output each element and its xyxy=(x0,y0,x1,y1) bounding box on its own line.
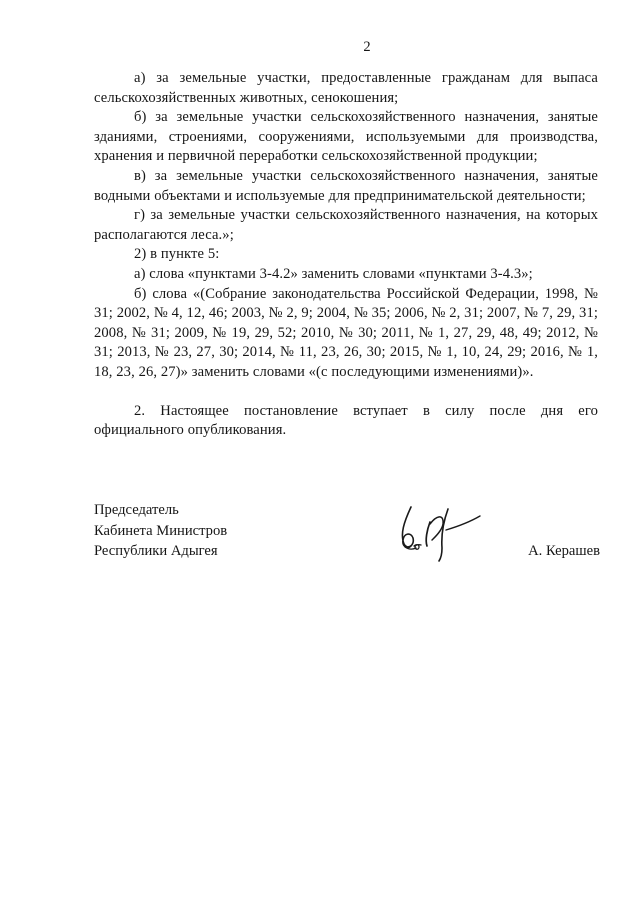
document-body xyxy=(94,69,598,441)
signer-title-line: Республики Адыгея xyxy=(94,543,218,559)
paragraph-point-5-heading: 2) в пункте 5: xyxy=(134,246,220,263)
signature-block xyxy=(94,500,600,570)
paragraph-item-g: г) за земельные участки сельскохозяйственного назначения, на которых располагаются леса.»; xyxy=(94,207,598,243)
paragraph-item-v: в) за земельные участки сельскохозяйственного назначения, занятые водными объектами и используемые для предпринимательской деятельности; xyxy=(94,167,598,204)
paragraph-item-b: б) за земельные участки сельскохозяйственного назначения, занятые зданиями, строениями, сооружениями, используемыми для производства, хранения и первичной переработки сельскохозяйственной продукции; xyxy=(94,109,598,165)
signer-title xyxy=(94,500,227,562)
signer-title-line: Председатель xyxy=(94,502,179,518)
handwritten-signature xyxy=(394,500,484,562)
paragraph-point-5-b: б) слова «(Собрание законодательства Российской Федерации, 1998, № 31; 2002, № 4, 12, 46; 2003, № 2, 9; 2004, № 35; 2006, № 2, 31; 2007, № 7, 29, 31; 2008, № 31; 2009, № 19, 29, 52; 2010, № 30; 2011, № 1, 27, 29, 48, 49; 2012, № 31; 2013, № 23, 27, 30; 2014, № 11, 23, 26, 30; 2015, № 1, 10, 24, 29; 2016, № 1, 18, 23, 26, 27)» заменить словами «(с последующими изменениями)». xyxy=(94,285,598,380)
paragraph-effective-date: 2. Настоящее постановление вступает в силу после дня его официального опубликования. xyxy=(94,402,598,439)
paragraph-item-a: а) за земельные участки, предоставленные гражданам для выпаса сельскохозяйственных животных, сенокошения; xyxy=(94,70,598,106)
paragraph-spacer xyxy=(94,383,598,402)
signer-name: А. Керашев xyxy=(528,543,600,559)
paragraph-point-5-a: а) слова «пунктами 3-4.2» заменить словами «пунктами 3-4.3»; xyxy=(134,265,533,282)
signer-title-line: Кабинета Министров xyxy=(94,522,228,539)
page-number: 2 xyxy=(363,39,371,55)
